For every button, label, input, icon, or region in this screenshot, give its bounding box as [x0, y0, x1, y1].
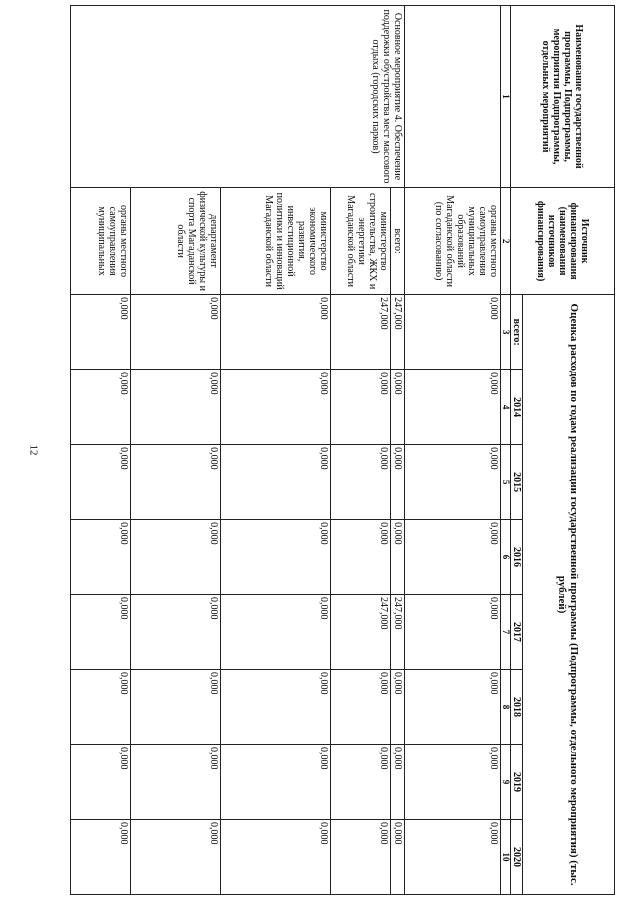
header-year: 2014: [511, 370, 523, 445]
value-cell: 247,000: [391, 595, 405, 670]
value-cell: 0,000: [71, 744, 131, 819]
value-cell: 0,000: [405, 819, 501, 894]
value-cell: 0,000: [131, 445, 221, 520]
header-year: 2017: [511, 595, 523, 670]
value-cell: 247,000: [391, 295, 405, 370]
value-cell: 0,000: [331, 445, 391, 520]
value-cell: 0,000: [221, 670, 331, 745]
value-cell: 247,000: [331, 295, 391, 370]
value-cell: 0,000: [131, 370, 221, 445]
header-year: 2015: [511, 445, 523, 520]
value-cell: 0,000: [405, 295, 501, 370]
value-cell: 0,000: [391, 370, 405, 445]
index-cell: 8: [501, 670, 511, 745]
value-cell: 0,000: [71, 670, 131, 745]
header-year: 2018: [511, 670, 523, 745]
source-cell: министерство строительства, ЖКХ и энергетики Магаданской области: [331, 188, 391, 295]
value-cell: 0,000: [405, 445, 501, 520]
value-cell: 0,000: [71, 520, 131, 595]
measure-name-cell: Основное мероприятие 4. Обеспечение поддержки обустройства мест массового отдыха (городских парков): [71, 6, 405, 188]
value-cell: 0,000: [221, 370, 331, 445]
rotated-page: [55, 5, 615, 895]
value-cell: 0,000: [71, 445, 131, 520]
index-cell: 10: [501, 819, 511, 894]
value-cell: 0,000: [331, 670, 391, 745]
value-cell: 0,000: [391, 819, 405, 894]
table-row: [391, 6, 405, 895]
table-row: [405, 6, 501, 895]
value-cell: 0,000: [405, 744, 501, 819]
header-year: 2020: [511, 819, 523, 894]
index-cell: 3: [501, 295, 511, 370]
header-total: всего:: [511, 295, 523, 370]
value-cell: 0,000: [391, 670, 405, 745]
value-cell: 0,000: [221, 295, 331, 370]
index-cell: 2: [501, 188, 511, 295]
index-cell: 4: [501, 370, 511, 445]
value-cell: 0,000: [221, 595, 331, 670]
page-number: 12: [27, 444, 40, 456]
value-cell: 0,000: [131, 520, 221, 595]
source-cell: органы местного самоуправления муниципальных образований Магаданской области (по согласованию): [405, 188, 501, 295]
value-cell: 0,000: [71, 819, 131, 894]
value-cell: 0,000: [221, 819, 331, 894]
header-estimate: Оценка расходов по годам реализации государственной программы (Подпрограммы, отдельного мероприятия) (тыс. рублей): [523, 295, 615, 895]
name-cell: [405, 6, 501, 188]
budget-table: [70, 5, 615, 895]
index-cell: 1: [501, 6, 511, 188]
source-cell: всего:: [391, 188, 405, 295]
value-cell: 0,000: [131, 670, 221, 745]
value-cell: 0,000: [331, 370, 391, 445]
value-cell: 0,000: [131, 595, 221, 670]
source-cell: министерство экономического развития, инвестиционной политики и инноваций Магаданской области: [221, 188, 331, 295]
value-cell: 0,000: [71, 370, 131, 445]
value-cell: 0,000: [405, 595, 501, 670]
source-cell: органы местного самоуправления муниципальных: [71, 188, 131, 295]
value-cell: 0,000: [221, 744, 331, 819]
value-cell: 0,000: [405, 670, 501, 745]
index-cell: 5: [501, 445, 511, 520]
value-cell: 0,000: [71, 295, 131, 370]
source-cell: департамент физической культуры и спорта Магаданской области: [131, 188, 221, 295]
value-cell: 0,000: [405, 370, 501, 445]
index-cell: 7: [501, 595, 511, 670]
value-cell: 0,000: [331, 819, 391, 894]
value-cell: 0,000: [405, 520, 501, 595]
value-cell: 0,000: [71, 595, 131, 670]
value-cell: 0,000: [221, 445, 331, 520]
index-cell: 9: [501, 744, 511, 819]
index-cell: 6: [501, 520, 511, 595]
header-name: Наименование государственной программы, Подпрограммы, мероприятия Подпрограммы, отдельных мероприятий: [511, 6, 615, 188]
value-cell: 0,000: [131, 295, 221, 370]
value-cell: 247,000: [331, 595, 391, 670]
value-cell: 0,000: [391, 744, 405, 819]
header-year: 2019: [511, 744, 523, 819]
value-cell: 0,000: [131, 744, 221, 819]
value-cell: 0,000: [221, 520, 331, 595]
header-source: Источник финансирования (наименования источников финансирования): [511, 188, 615, 295]
value-cell: 0,000: [331, 520, 391, 595]
value-cell: 0,000: [391, 445, 405, 520]
header-year: 2016: [511, 520, 523, 595]
budget-table-sheet: [55, 5, 615, 895]
value-cell: 0,000: [131, 819, 221, 894]
value-cell: 0,000: [331, 744, 391, 819]
value-cell: 0,000: [391, 520, 405, 595]
